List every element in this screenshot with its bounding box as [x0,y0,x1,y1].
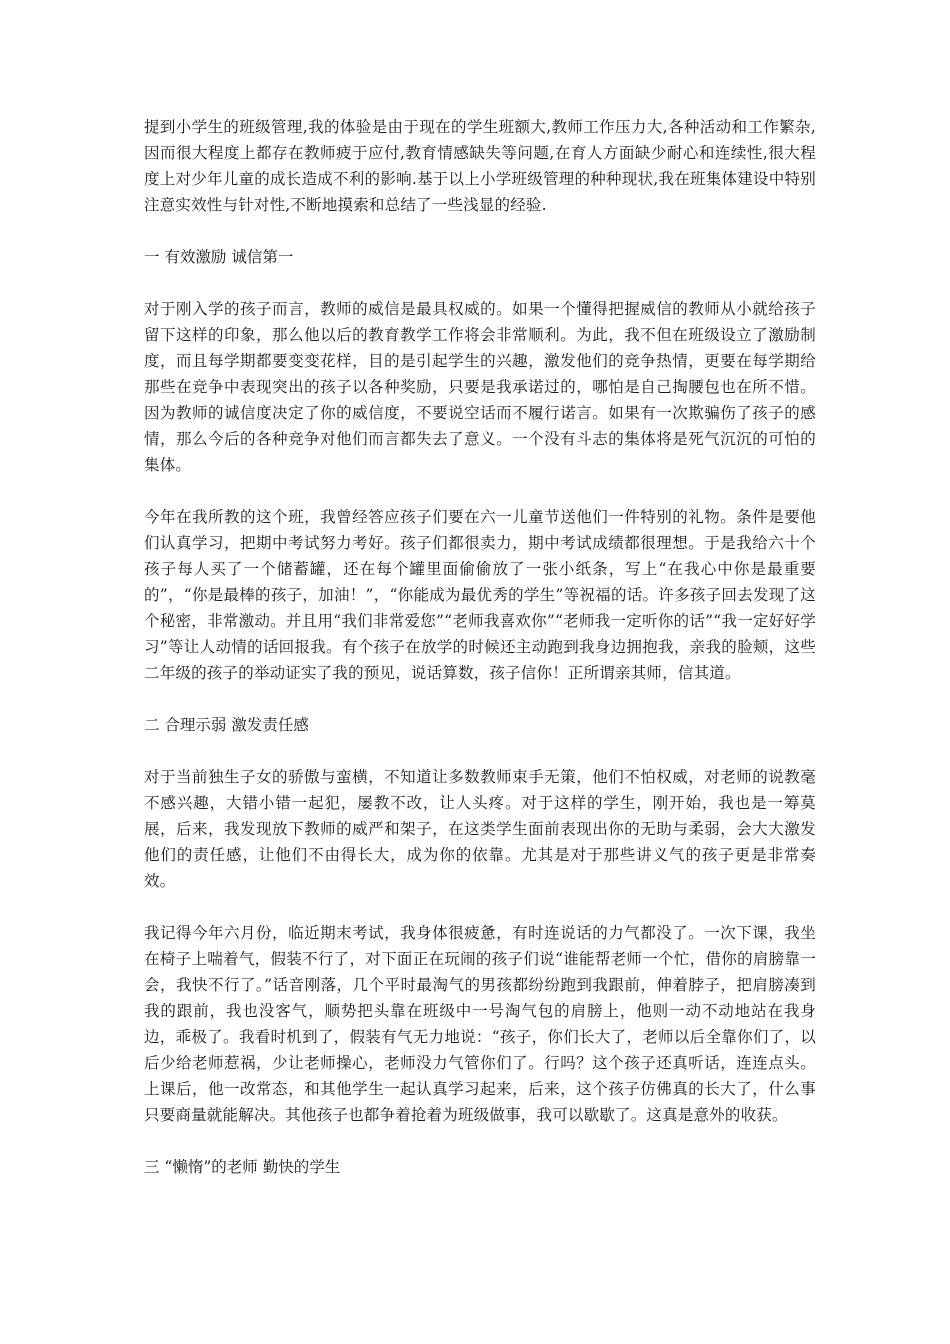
intro-paragraph: 提到小学生的班级管理,我的体验是由于现在的学生班额大,教师工作压力大,各种活动和工作繁杂,因而很大程度上都存在教师疲于应付,教育情感缺失等问题,在育人方面缺少耐心和连续性,很大程度上对少年儿童的成长造成不利的影响.基于以上小学班级管理的种种现状,我在班集体建设中特别注意实效性与针对性,不断地摸索和总结了一些浅显的经验. [144,118,816,214]
section1-paragraph-2: 今年在我所教的这个班，我曾经答应孩子们要在六一儿童节送他们一件特别的礼物。条件是要他们认真学习，把期中考试努力考好。孩子们都很卖力，期中考试成绩都很理想。于是我给六十个孩子每人买了一个储蓄罐，还在每个罐里面偷偷放了一张小纸条，写上“在我心中你是最重要的”，“你是最棒的孩子，加油！”，“你能成为最优秀的学生”等祝福的话。许多孩子回去发现了这个秘密，非常激动。并且用“我们非常爱您”“老师我喜欢你”“老师我一定听你的话”“我一定好好学习”等让人动情的话回报我。有个孩子在放学的时候还主动跑到我身边拥抱我，亲我的脸颊，这些二年级的孩子的举动证实了我的预见，说话算数，孩子信你！正所谓亲其师，信其道。 [144,508,816,682]
section-heading-2: 二 合理示弱 激发责任感 [144,716,309,734]
section2-paragraph-1: 对于当前独生子女的骄傲与蛮横，不知道让多数教师束手无策，他们不怕权威，对老师的说教毫不感兴趣，大错小错一起犯，屡教不改，让人头疼。对于这样的学生，刚开始，我也是一筹莫展，后来，我发现放下教师的威严和架子，在这类学生面前表现出你的无助与柔弱，会大大激发他们的责任感，让他们不由得长大，成为你的依靠。尤其是对于那些讲义气的孩子更是非常奏效。 [144,768,816,890]
document-page [144,114,816,1206]
section-heading-3: 三 “懒惰”的老师 勤快的学生 [144,1158,341,1176]
section2-paragraph-2: 我记得今年六月份，临近期末考试，我身体很疲惫，有时连说话的力气都没了。一次下课，我坐在椅子上喘着气，假装不行了，对下面正在玩闹的孩子们说“谁能帮老师一个忙，借你的肩膀靠一会，我快不行了。”话音刚落，几个平时最淘气的男孩都纷纷跑到我跟前，伸着脖子，把肩膀凑到我的跟前，我也没客气，顺势把头靠在班级中一号淘气包的肩膀上，他则一动不动地站在我身边，乖极了。我看时机到了，假装有气无力地说：“孩子，你们长大了，老师以后全靠你们了，以后少给老师惹祸，少让老师操心，老师没力气管你们了。行吗？这个孩子还真听话，连连点头。上课后，他一改常态，和其他学生一起认真学习起来，后来，这个孩子仿佛真的长大了，什么事只要商量就能解决。其他孩子也都争着抢着为班级做事，我可以歇歇了。这真是意外的收获。 [144,924,816,1124]
section1-paragraph-1: 对于刚入学的孩子而言，教师的威信是最具权威的。如果一个懂得把握威信的教师从小就给孩子留下这样的印象，那么他以后的教育教学工作将会非常顺利。为此，我不但在班级设立了激励制度，而且每学期都要变变花样，目的是引起学生的兴趣，激发他们的竞争热情，更要在每学期给那些在竞争中表现突出的孩子以各种奖励，只要是我承诺过的，哪怕是自己掏腰包也在所不惜。因为教师的诚信度决定了你的威信度，不要说空话而不履行诺言。如果有一次欺骗伤了孩子的感情，那么今后的各种竞争对他们而言都失去了意义。一个没有斗志的集体将是死气沉沉的可怕的集体。 [144,300,816,474]
section-heading-1: 一 有效激励 诚信第一 [144,248,294,266]
